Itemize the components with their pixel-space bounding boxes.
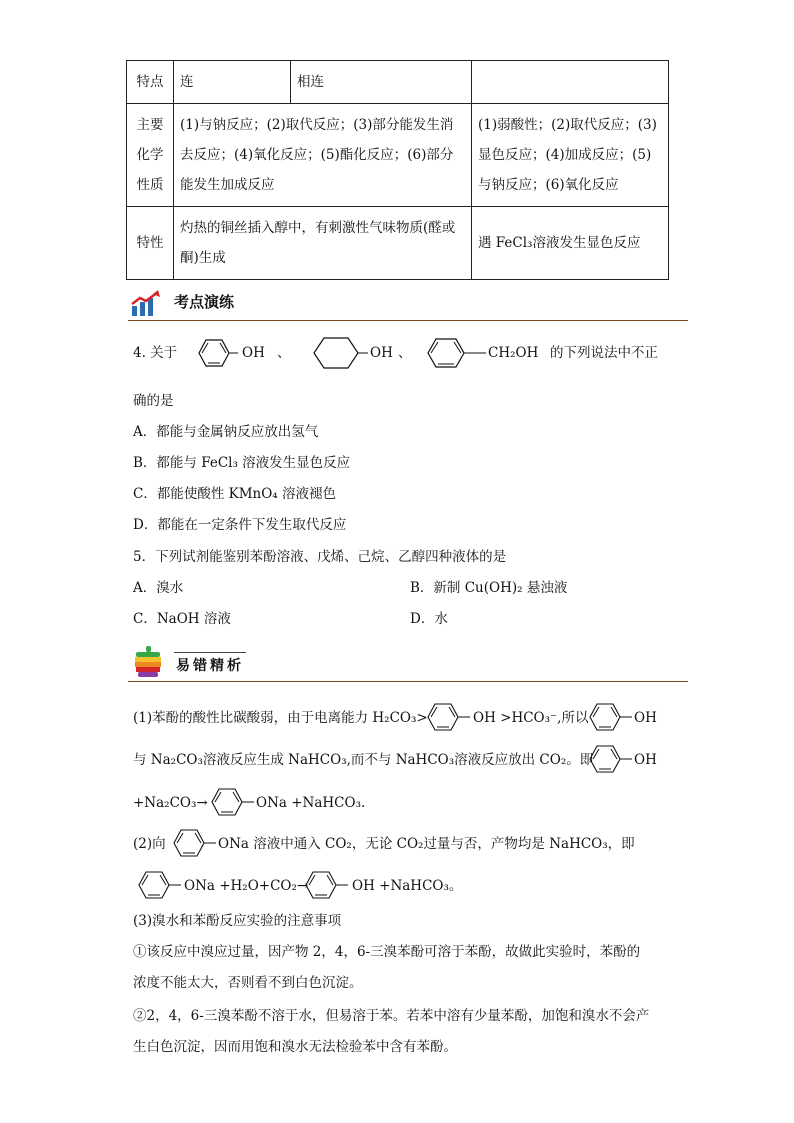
q5-option-a: A．溴水 [133,580,184,596]
note1-text: OH >HCO₃⁻,所以 [473,710,589,726]
note2-text: OH +NaHCO₃。 [352,878,463,894]
row-label: 特点 [127,61,174,104]
note3-item: 生白色沉淀，因而用饱和溴水无法检验苯中含有苯酚。 [133,1039,457,1055]
divider [128,681,688,682]
q5-option-c: C．NaOH 溶液 [133,611,231,627]
table-cell: 遇 FeCl₃溶液发生显色反应 [472,207,669,280]
note1-text: (1)苯酚的酸性比碳酸弱，由于电离能力 H₂CO₃> [133,710,428,726]
table-cell [472,61,669,104]
table-cell: 连 [174,61,291,104]
note1-text: +Na₂CO₃→ [133,795,208,811]
q4-suffix: 的下列说法中不正 [550,345,658,361]
table-row [127,104,669,207]
q5-option-d: D．水 [410,611,448,627]
phenol-structure-icon [300,866,350,904]
note1-text: 与 Na₂CO₃溶液反应生成 NaHCO₃,而不与 NaHCO₃溶液反应放出 CO₂。即 [133,752,594,768]
q4-option-b: B．都能与 FeCl₃ 溶液发生显色反应 [133,455,351,471]
note3-heading: (3)溴水和苯酚反应实验的注意事项 [133,913,342,929]
q4-option-c: C．都能使酸性 KMnO₄ 溶液褪色 [133,486,336,502]
q5-option-b: B．新制 Cu(OH)₂ 悬浊液 [410,580,568,596]
cyclohexanol-structure-icon [306,333,370,373]
note2-text: ONa +H₂O+CO₂→ [184,878,309,894]
separator: 、 [398,345,412,361]
phenoxide-structure-icon [133,866,183,904]
oh-label: OH [242,345,265,361]
phenol-structure-icon [584,740,634,778]
note2-text: (2)向 [133,836,166,852]
table-row [127,207,669,280]
note3-item: ②2，4，6-三溴苯酚不溶于水，但易溶于苯。若苯中溶有少量苯酚，加饱和溴水不会产 [133,1008,650,1024]
note1-text: ONa +NaHCO₃. [256,795,366,811]
apple-logo-icon [132,646,164,680]
ch2oh-label: CH₂OH [488,345,539,361]
section-title: 易错精析 [176,658,244,674]
q4-option-d: D．都能在一定条件下发生取代反应 [133,517,347,533]
row-label: 特性 [127,207,174,280]
note3-item: ①该反应中溴应过量，因产物 2，4，6-三溴苯酚可溶于苯酚，故做此实验时，苯酚的 [133,944,641,960]
q4-prefix: 4. 关于 [133,345,178,361]
section-title: 考点演练 [174,293,235,311]
q5-stem: 5．下列试剂能鉴别苯酚溶液、戊烯、己烷、乙醇四种液体的是 [133,549,507,565]
separator: 、 [277,345,291,361]
row-label: 主要化学性质 [127,104,174,207]
benzyl-alcohol-structure-icon [422,333,488,373]
phenol-structure-icon [206,783,256,821]
table-cell: (1)与钠反应；(2)取代反应；(3)部分能发生消去反应；(4)氧化反应；(5)酯化反应；(6)部分能发生加成反应 [174,104,472,207]
phenol-structure-icon [422,698,472,736]
comparison-table [126,60,669,280]
q4-option-a: A．都能与金属钠反应放出氢气 [133,424,319,440]
table-cell: 相连 [291,61,472,104]
phenol-structure-icon [188,333,240,373]
table-cell: 灼热的铜丝插入醇中，有刺激性气味物质(醛或酮)生成 [174,207,472,280]
note1-text: OH [634,752,657,768]
title-overline [174,652,246,653]
phenoxide-structure-icon [168,824,218,862]
note1-text: OH [634,710,657,726]
divider [128,320,688,321]
phenol-structure-icon [584,698,634,736]
oh-label: OH [370,345,393,361]
note2-text: ONa 溶液中通入 CO₂，无论 CO₂过量与否，产物均是 NaHCO₃，即 [218,836,635,852]
table-row [127,61,669,104]
q4-continuation: 确的是 [133,393,174,409]
bar-chart-icon [130,290,162,318]
table-cell: (1)弱酸性；(2)取代反应；(3)显色反应；(4)加成反应；(5)与钠反应；(6)氧化反应 [472,104,669,207]
note3-item: 浓度不能太大，否则看不到白色沉淀。 [133,975,363,991]
